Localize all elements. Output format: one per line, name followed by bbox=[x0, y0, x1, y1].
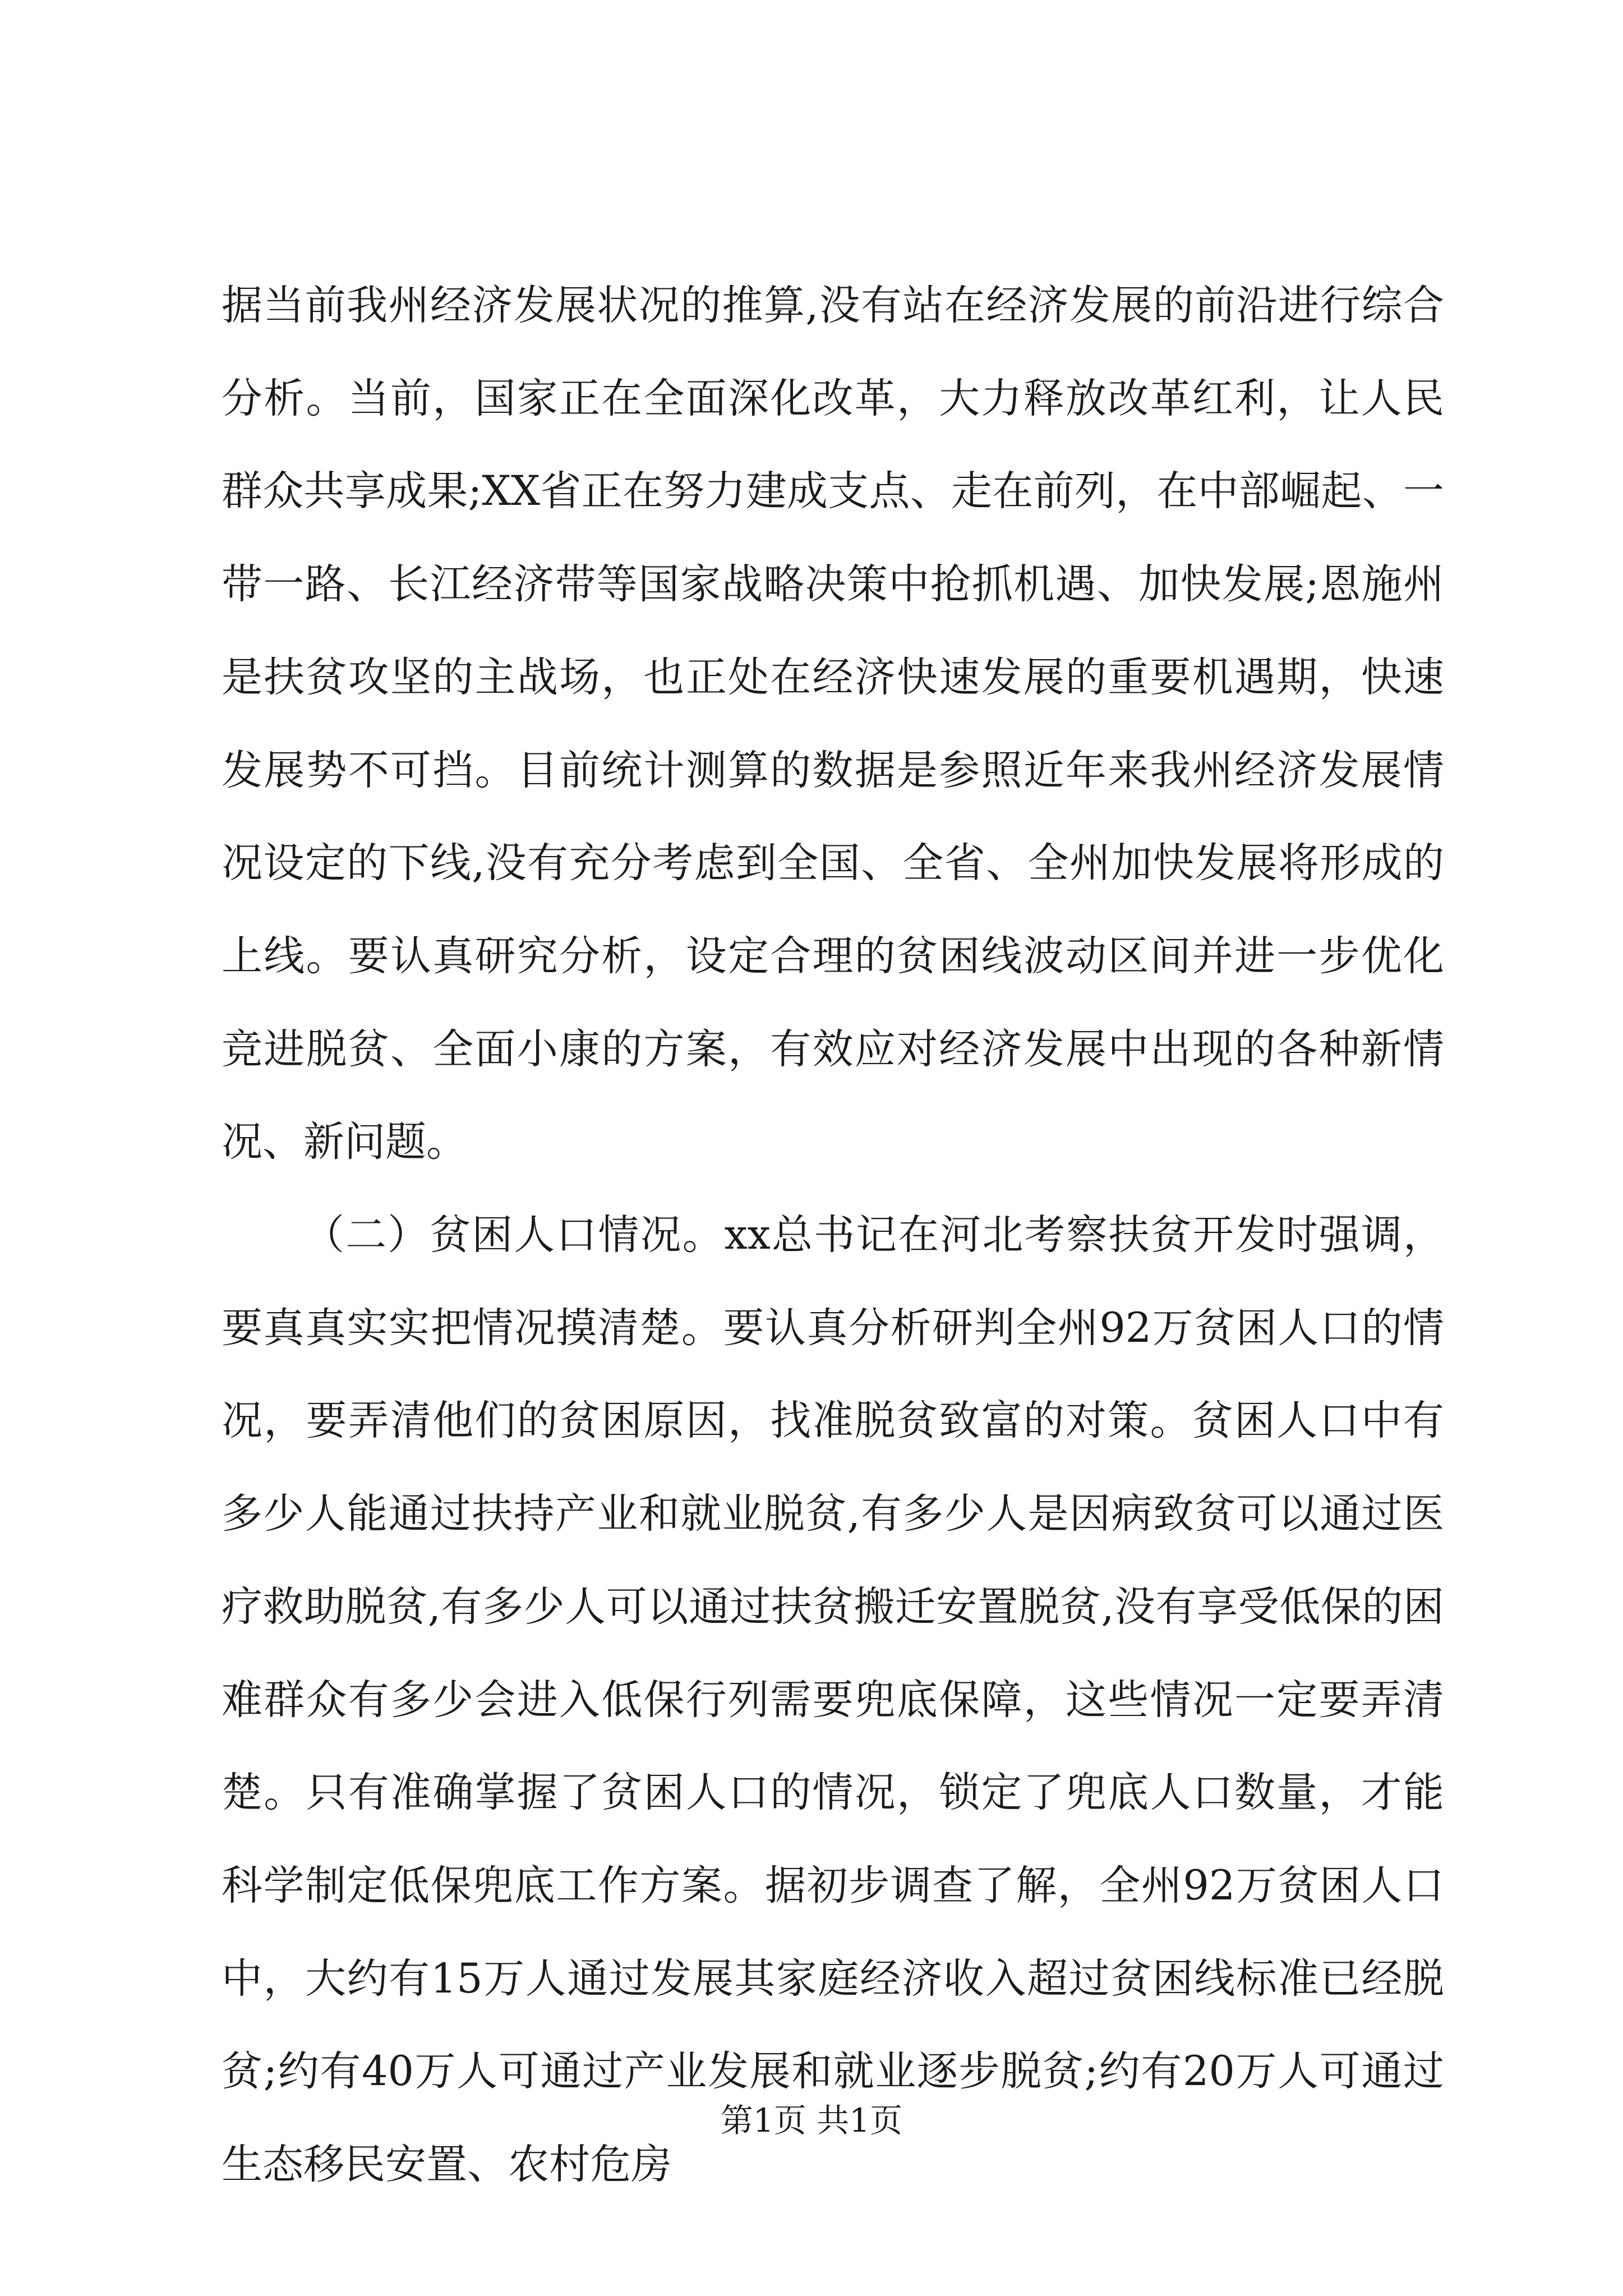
page-footer bbox=[0, 2098, 1623, 2143]
document-body bbox=[222, 259, 1444, 2211]
paragraph-economic-analysis: 据当前我州经济发展状况的推算,没有站在经济发展的前沿进行综合分析。当前，国家正在全面深化改革，大力释放改革红利，让人民群众共享成果;XX省正在努力建成支点、走在前列，在中部崛起、一带一路、长江经济带等国家战略决策中抢抓机遇、加快发展;恩施州是扶贫攻坚的主战场，也正处在经济快速发展的重要机遇期，快速发展势不可挡。目前统计测算的数据是参照近年来我州经济发展情况设定的下线,没有充分考虑到全国、全省、全州加快发展将形成的上线。要认真研究分析，设定合理的贫困线波动区间并进一步优化竞进脱贫、全面小康的方案，有效应对经济发展中出现的各种新情况、新问题。 bbox=[222, 282, 1444, 1166]
page-number-label: 第1页 共1页 bbox=[720, 2101, 903, 2139]
paragraph-poverty-population: （二）贫困人口情况。xx总书记在河北考察扶贫开发时强调，要真真实实把情况摸清楚。要认真分析研判全州92万贫困人口的情况，要弄清他们的贫困原因，找准脱贫致富的对策。贫困人口中有多少人能通过扶持产业和就业脱贫,有多少人是因病致贫可以通过医疗救助脱贫,有多少人可以通过扶贫搬迁安置脱贫,没有享受低保的困难群众有多少会进入低保行列需要兜底保障，这些情况一定要弄清楚。只有准确掌握了贫困人口的情况，锁定了兜底人口数量，才能科学制定低保兜底工作方案。据初步调查了解，全州92万贫困人口中，大约有15万人通过发展其家庭经济收入超过贫困线标准已经脱贫;约有40万人可通过产业发展和就业逐步脱贫;约有20万人可通过生态移民安置、农村危房 bbox=[222, 1211, 1444, 2189]
